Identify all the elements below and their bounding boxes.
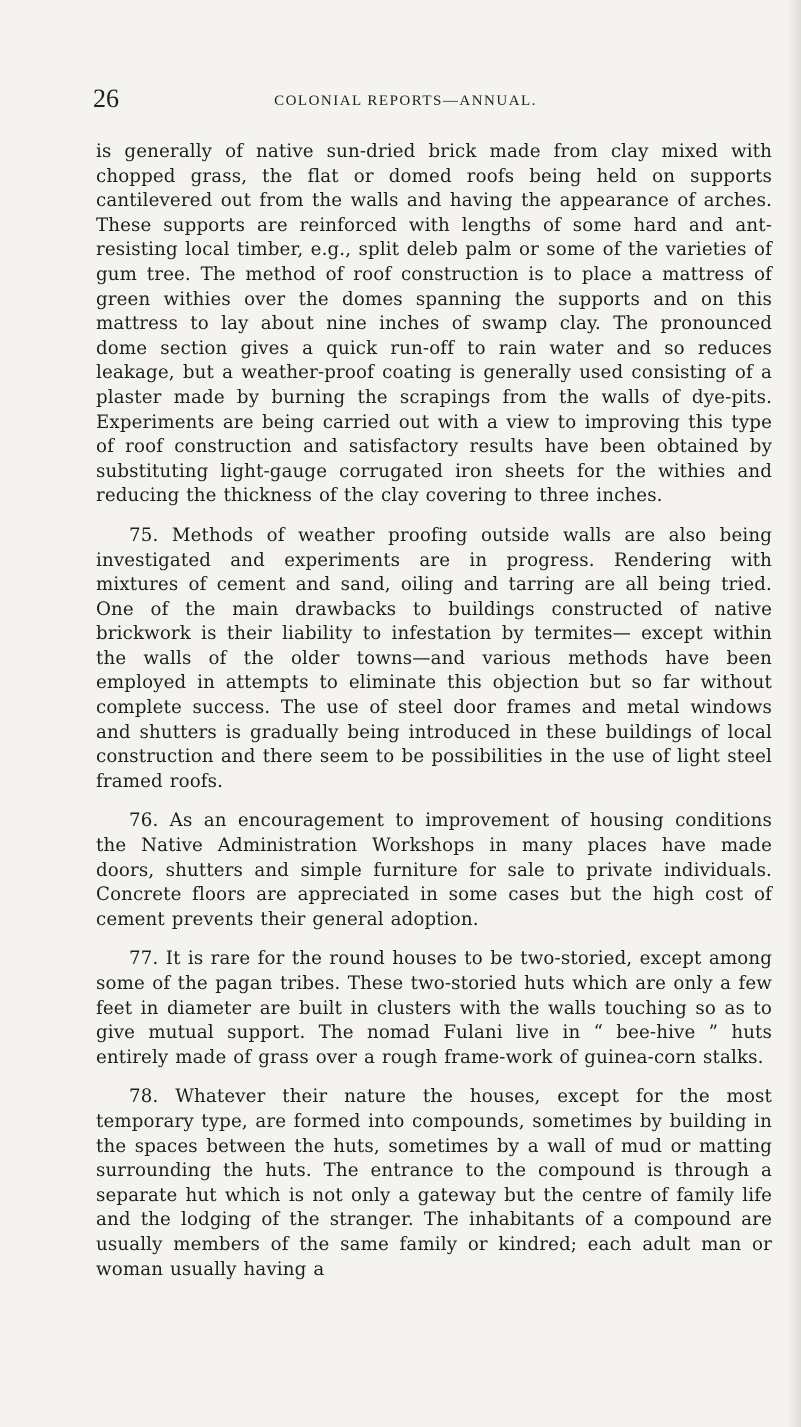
paragraph-text: As an encouragement to improvement of housing conditions the Native Administration Workshops in many places have made doors, shutters and simple furniture for sale to private individuals. Concrete floors are appreciated in some cases but the high cost of cement prevents their general adoption. — [96, 810, 773, 930]
paragraph-75 — [96, 524, 772, 795]
paragraph-text: Methods of weather proofing outside walls are also being investigated and experiments are in progress. Rendering with mixtures of cement and sand, oiling and tarring are all being tried. One of the main drawbacks to buildings constructed of native brickwork is their liability to infestation by termites— except within the walls of the older towns—and various methods have been employed in attempts to eliminate this objection but so far without complete success. The use of steel door frames and metal windows and shutters is gradually being introduced in these buildings of local construction and there seem to be possibilities in the use of light steel framed roofs. — [96, 524, 772, 792]
paragraph-text: It is rare for the round houses to be two-storied, except among some of the pagan tribes. These two-storied huts which are only a few feet in diameter are built in clusters with the walls touching so as to give mutual support. The nomad Fulani live in “ bee-hive ” huts entirely made of grass over a rough frame-work of guinea-corn stalks. — [96, 948, 772, 1068]
paragraph-text: Whatever their nature the houses, except for the most temporary type, are formed into compounds, sometimes by building in the spaces between the huts, sometimes by a wall of mud or matting surrounding the huts. The entrance to the compound is through a separate hut which is not only a gateway but the centre of family life and the lodging of the stranger. The inhabitants of a compound are usually members of the same family or kindred; each adult man or woman usually having a — [96, 1086, 773, 1280]
paragraph-text: is generally of native sun-dried brick made from clay mixed with chopped grass, the flat or domed roofs being held on supports cantilevered out from the walls and having the appearance of arches. These supports are reinforced with lengths of some hard and ant-resisting local timber, e.g., split deleb palm or some of the varieties of gum tree. The method of roof construction is to place a mattress of green withies over the domes spanning the supports and on this mattress to lay about nine inches of swamp clay. The pronounced dome section gives a quick run-off to rain water and so reduces leakage, but a weather-proof coating is generally used consisting of a plaster made by burning the scrapings from the walls of dye-pits. Experiments are being carried out with a view to improving this type of roof construction and satisfactory results have been obtained by substituting light-gauge corrugated iron sheets for the withies and reducing the thickness of the clay covering to three inches. — [96, 141, 772, 507]
paragraph-77 — [96, 947, 772, 1070]
paragraph-76 — [96, 809, 772, 932]
paragraph-number: 78. — [129, 1086, 159, 1108]
paragraph-continued — [96, 140, 772, 509]
page-number: 26 — [93, 84, 119, 113]
body-text — [96, 140, 772, 1297]
page-edge-shadow — [787, 0, 801, 1427]
paragraph-number: 76. — [129, 810, 159, 832]
paragraph-number: 75. — [129, 524, 159, 546]
paragraph-78 — [96, 1085, 772, 1282]
running-head: COLONIAL REPORTS—ANNUAL. — [274, 93, 537, 109]
paragraph-number: 77. — [129, 948, 159, 970]
